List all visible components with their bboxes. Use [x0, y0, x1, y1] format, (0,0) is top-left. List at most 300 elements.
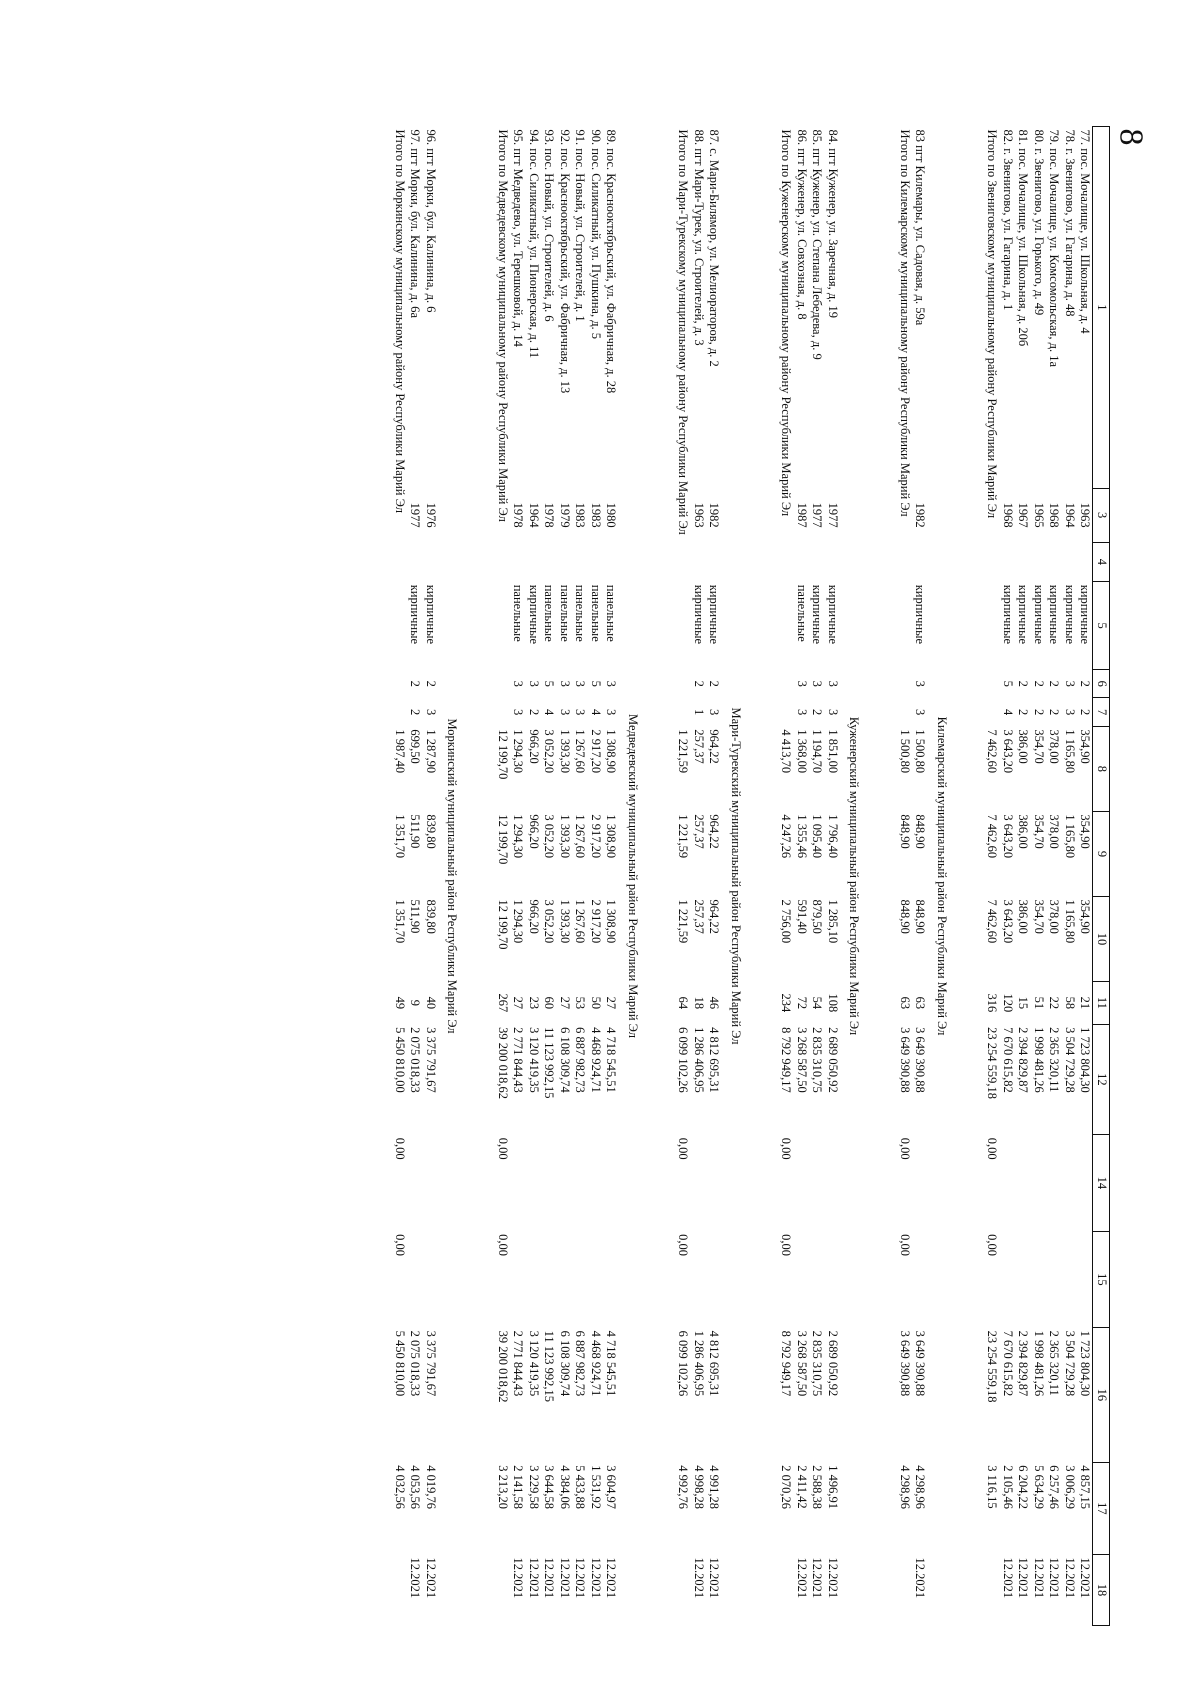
cell-c11: 40	[424, 996, 438, 1010]
spacer-cell	[749, 127, 775, 1626]
cell-c6: 2	[1078, 680, 1093, 687]
cell-c16: 2 689 050,92	[826, 1330, 840, 1397]
cell-c8: 3 052,20	[542, 729, 557, 774]
cell-c4	[809, 542, 825, 582]
cell-c15	[588, 1231, 604, 1327]
total-c12: 5 450 810,00	[393, 1027, 407, 1093]
cell-c6: 3	[604, 680, 619, 687]
spacer-row	[868, 127, 894, 1626]
cell-c18: 12.2021	[826, 1557, 840, 1599]
cell-c8: 1 500,80	[913, 729, 928, 774]
cell-c8: 2 917,20	[589, 729, 603, 774]
row-number-address-cell	[825, 127, 841, 489]
cell-mat: кирпичные	[692, 584, 706, 645]
total-c9: 12 199,70	[496, 814, 510, 865]
total-c12: 23 254 559,18	[985, 1027, 1000, 1099]
table-row	[809, 127, 825, 1626]
total-c8: 4 413,70	[779, 729, 794, 774]
cell-c11: 15	[1016, 996, 1031, 1010]
cell-c16: 6 108 309,74	[558, 1330, 572, 1397]
cell-c15	[526, 1231, 542, 1327]
cell-c18: 12.2021	[408, 1557, 423, 1599]
total-c17: 3 213,20	[496, 1465, 510, 1510]
total-c12: 8 792 949,17	[779, 1027, 794, 1093]
column-header-18: 18	[1093, 1554, 1110, 1625]
row-number: 89.	[604, 129, 619, 146]
cell-c10: 1 393,30	[558, 899, 572, 944]
cell-c14	[1000, 1135, 1016, 1231]
district-total-row	[672, 127, 691, 1626]
district-heading-row	[928, 127, 956, 1626]
cell-c16: 3 375 791,67	[424, 1330, 438, 1397]
cell-c11: 58	[1063, 996, 1077, 1010]
cell-c8: 1 368,00	[795, 729, 809, 774]
cell-c8: 3 643,20	[1001, 729, 1015, 774]
row-number-address-cell	[423, 127, 439, 489]
row-address: пос. Новый, ул. Строителей, д. 6	[542, 148, 557, 322]
row-number: 91.	[573, 129, 588, 146]
cell-c6: 3	[810, 680, 825, 687]
cell-c12: 2 835 310,75	[810, 1027, 825, 1093]
district-heading: Моркинский муниципальный район Республики Марий Эл	[445, 718, 460, 1034]
row-number-address-cell	[1077, 127, 1093, 489]
registry-table-sheet	[175, 126, 1110, 1626]
cell-c14	[706, 1135, 722, 1231]
cell-mat: панельные	[558, 584, 572, 642]
cell-c11: 53	[573, 996, 588, 1010]
column-header-16: 16	[1093, 1328, 1110, 1463]
total-c11: 234	[779, 993, 794, 1013]
cell-c9: 839,80	[424, 814, 438, 849]
cell-c18: 12.2021	[1001, 1557, 1015, 1599]
cell-year: 1977	[408, 502, 423, 528]
total-c9: 1 351,70	[393, 814, 407, 859]
table-row	[706, 127, 722, 1626]
total-c10: 1 221,59	[676, 899, 691, 944]
district-heading: Мари-Турекский муниципальный район Республики Марий Эл	[729, 707, 743, 1045]
total-c11: 49	[393, 996, 407, 1010]
cell-c17: 1 496,91	[826, 1465, 840, 1510]
cell-c17: 2 141,58	[511, 1465, 526, 1510]
cell-c15	[541, 1231, 557, 1327]
row-number: 82.	[1001, 129, 1015, 146]
row-number-address-cell	[541, 127, 557, 489]
cell-c8: 964,22	[707, 729, 722, 764]
cell-c6: 3	[795, 680, 809, 687]
total-c14: 0,00	[985, 1137, 1000, 1160]
cell-c4	[1046, 542, 1062, 582]
table-row	[407, 127, 423, 1626]
column-header-5: 5	[1093, 582, 1110, 670]
row-number-address-cell	[588, 127, 604, 489]
cell-c4	[603, 542, 619, 582]
cell-c16: 2 835 310,75	[810, 1330, 825, 1397]
total-c14: 0,00	[496, 1137, 510, 1160]
cell-c7: 2	[527, 709, 541, 716]
table-row	[1062, 127, 1078, 1626]
cell-c16: 2 771 844,43	[511, 1330, 526, 1397]
cell-c6: 2	[1016, 680, 1031, 687]
district-total-row	[389, 127, 408, 1626]
spacer-cell	[646, 127, 672, 1626]
cell-c9: 257,37	[692, 814, 706, 849]
cell-year: 1978	[511, 502, 526, 528]
row-number: 77.	[1078, 129, 1093, 146]
table-row	[912, 127, 928, 1626]
cell-year: 1983	[589, 502, 603, 528]
total-c8: 1 221,59	[676, 729, 691, 774]
table-row	[526, 127, 542, 1626]
cell-c10: 879,50	[810, 899, 825, 934]
cell-c12: 1 723 804,30	[1078, 1027, 1093, 1093]
cell-mat: кирпичные	[1016, 584, 1031, 645]
cell-c12: 4 812 695,31	[707, 1027, 722, 1093]
cell-c12: 11 123 992,15	[542, 1027, 557, 1099]
total-label: Итого по Куженерскому муниципальному району Республики Марий Эл	[779, 129, 794, 517]
column-header-15: 15	[1093, 1231, 1110, 1327]
total-c9: 7 462,60	[985, 814, 1000, 859]
cell-c4	[1062, 542, 1078, 582]
cell-c9: 1 267,60	[573, 814, 588, 859]
table-row	[825, 127, 841, 1626]
cell-c10: 1 294,30	[511, 899, 526, 944]
total-c9: 848,90	[898, 814, 912, 849]
cell-c18: 12.2021	[1016, 1557, 1031, 1599]
cell-c17: 2 588,38	[810, 1465, 825, 1510]
cell-c11: 9	[408, 999, 423, 1006]
cell-c4	[1015, 542, 1031, 582]
cell-c9: 378,00	[1047, 814, 1062, 849]
cell-c4	[825, 542, 841, 582]
cell-c12: 2 394 829,87	[1016, 1027, 1031, 1093]
cell-c16: 7 670 615,82	[1001, 1330, 1015, 1397]
cell-year: 1983	[573, 502, 588, 528]
cell-c4	[1031, 542, 1047, 582]
cell-c15	[1062, 1231, 1078, 1327]
cell-c17: 4 298,96	[913, 1465, 928, 1510]
row-number: 79.	[1047, 129, 1062, 146]
cell-c18: 12.2021	[810, 1557, 825, 1599]
total-c14: 0,00	[393, 1137, 407, 1160]
total-c15: 0,00	[985, 1234, 1000, 1257]
row-number: 84.	[826, 129, 840, 146]
cell-c4	[1077, 542, 1093, 582]
total-c15: 0,00	[496, 1234, 510, 1257]
cell-c11: 54	[810, 996, 825, 1010]
column-header-11: 11	[1093, 982, 1110, 1025]
row-number: 92.	[558, 129, 572, 146]
cell-c6: 2	[692, 680, 706, 687]
row-address: пос. Краснооктябрьский, ул. Фабричная, д. 13	[558, 148, 572, 394]
cell-c8: 378,00	[1047, 729, 1062, 764]
page-number: 8	[1112, 128, 1150, 146]
cell-c8: 1 287,90	[424, 729, 438, 774]
cell-c15	[825, 1231, 841, 1327]
cell-c11: 21	[1078, 996, 1093, 1010]
cell-c18: 12.2021	[795, 1557, 809, 1599]
total-empty	[389, 1554, 408, 1625]
row-number-address-cell	[691, 127, 707, 489]
cell-c16: 6 887 982,73	[573, 1330, 588, 1397]
cell-c16: 1 286 406,95	[692, 1330, 706, 1397]
row-number-address-cell	[510, 127, 526, 489]
cell-c15	[603, 1231, 619, 1327]
total-c15: 0,00	[393, 1234, 407, 1257]
cell-mat: кирпичные	[527, 584, 541, 645]
spacer-row	[749, 127, 775, 1626]
total-c11: 267	[496, 993, 510, 1013]
column-header-6: 6	[1093, 670, 1110, 698]
total-label: Итого по Звениговскому муниципальному району Республики Марий Эл	[985, 129, 1000, 519]
cell-mat: панельные	[604, 584, 619, 642]
total-empty	[492, 1554, 511, 1625]
row-number: 85.	[810, 129, 825, 146]
cell-c15	[1077, 1231, 1093, 1327]
cell-c10: 964,22	[707, 899, 722, 934]
cell-c14	[557, 1135, 573, 1231]
cell-c12: 1 998 481,26	[1032, 1027, 1046, 1093]
cell-c9: 1 355,46	[795, 814, 809, 859]
cell-year: 1968	[1047, 502, 1062, 528]
row-address: пгт Морки, бул. Калинина, д. 6	[424, 148, 438, 313]
cell-c6: 5	[542, 680, 557, 687]
cell-c15	[706, 1231, 722, 1327]
cell-year: 1963	[692, 502, 706, 528]
district-total-row	[775, 127, 794, 1626]
cell-mat: кирпичные	[1001, 584, 1015, 645]
cell-c12: 4 718 545,51	[604, 1027, 619, 1093]
total-label: Итого по Мари-Турекскому муниципальному району Республики Марий Эл	[676, 129, 691, 535]
cell-c14	[572, 1135, 588, 1231]
cell-c8: 257,37	[692, 729, 706, 764]
cell-c8: 699,50	[408, 729, 423, 764]
total-c15: 0,00	[779, 1234, 794, 1257]
total-c11: 64	[676, 996, 691, 1010]
cell-c7: 3	[424, 709, 438, 716]
cell-c9: 386,00	[1016, 814, 1031, 849]
table-row	[1031, 127, 1047, 1626]
cell-c18: 12.2021	[589, 1557, 603, 1599]
district-heading-row	[722, 127, 750, 1626]
cell-c7: 3	[913, 709, 928, 716]
cell-c8: 1 267,60	[573, 729, 588, 774]
cell-year: 1978	[542, 502, 557, 528]
cell-mat: кирпичные	[1078, 584, 1093, 645]
cell-mat: кирпичные	[707, 584, 722, 645]
cell-c6: 3	[527, 680, 541, 687]
cell-mat: панельные	[542, 584, 557, 642]
total-c17: 4 032,56	[393, 1465, 407, 1510]
cell-c16: 2 075 018,33	[408, 1330, 423, 1397]
column-header-4: 4	[1093, 542, 1110, 582]
cell-year: 1964	[1063, 502, 1077, 528]
row-address: пгт Морки, бул. Калинина, д. 6а	[408, 148, 423, 319]
cell-c9: 3 052,20	[542, 814, 557, 859]
row-address: пос. Мочалище, ул. Школьная, д. 4	[1078, 148, 1093, 334]
cell-c4	[510, 542, 526, 582]
cell-mat: панельные	[511, 584, 526, 642]
cell-c11: 18	[692, 996, 706, 1010]
cell-c14	[794, 1135, 810, 1231]
row-address: пос. Силикатный, ул. Пушкина, д. 5	[589, 148, 603, 340]
total-c16: 39 200 018,62	[496, 1330, 510, 1403]
cell-c18: 12.2021	[604, 1557, 619, 1599]
cell-c14	[407, 1135, 423, 1231]
cell-c18: 12.2021	[1063, 1557, 1077, 1599]
cell-c17: 2 105,46	[1001, 1465, 1015, 1510]
total-empty	[981, 1554, 1000, 1625]
row-address: пгт Мари-Турек, ул. Строителей, д. 3	[692, 148, 706, 346]
cell-c4	[706, 542, 722, 582]
cell-c8: 1 294,30	[511, 729, 526, 774]
cell-mat: панельные	[573, 584, 588, 642]
cell-c14	[588, 1135, 604, 1231]
table-row	[1015, 127, 1031, 1626]
cell-c18: 12.2021	[1032, 1557, 1046, 1599]
cell-c17: 6 257,46	[1047, 1465, 1062, 1510]
row-address: пгт Куженер, ул. Заречная, д. 19	[826, 148, 840, 319]
cell-c12: 2 771 844,43	[511, 1027, 526, 1093]
cell-c8: 354,90	[1078, 729, 1093, 764]
cell-c12: 2 689 050,92	[826, 1027, 840, 1093]
cell-c17: 3 644,58	[542, 1465, 557, 1510]
row-number-address-cell	[603, 127, 619, 489]
row-number-address-cell	[557, 127, 573, 489]
row-number: 83	[913, 129, 928, 142]
total-c11: 316	[985, 993, 1000, 1013]
cell-c6: 5	[589, 680, 603, 687]
district-total-row	[492, 127, 511, 1626]
cell-c11: 108	[826, 993, 840, 1013]
cell-c11: 23	[527, 996, 541, 1010]
cell-c6: 2	[408, 680, 423, 687]
cell-c12: 7 670 615,82	[1001, 1027, 1015, 1093]
total-c10: 12 199,70	[496, 899, 510, 950]
total-c10: 7 462,60	[985, 899, 1000, 944]
column-header-17: 17	[1093, 1462, 1110, 1554]
cell-c12: 1 286 406,95	[692, 1027, 706, 1093]
cell-c17: 4 991,28	[707, 1465, 722, 1510]
total-c8: 1 987,40	[393, 729, 407, 774]
cell-year: 1982	[707, 502, 722, 528]
cell-year: 1963	[1078, 502, 1093, 528]
cell-c7: 2	[408, 709, 423, 716]
cell-c9: 1 294,30	[511, 814, 526, 859]
total-c11: 63	[898, 996, 912, 1010]
cell-c4	[588, 542, 604, 582]
cell-c7: 4	[589, 709, 603, 716]
cell-c4	[541, 542, 557, 582]
cell-c7: 2	[810, 709, 825, 716]
spacer-cell	[868, 127, 894, 1626]
row-number-address-cell	[526, 127, 542, 489]
cell-c9: 966,20	[527, 814, 541, 849]
cell-c6: 2	[1032, 680, 1046, 687]
cell-c15	[1015, 1231, 1031, 1327]
cell-mat: кирпичные	[913, 584, 928, 645]
total-c10: 1 351,70	[393, 899, 407, 944]
cell-c12: 2 365 320,11	[1047, 1027, 1062, 1093]
cell-c6: 3	[826, 680, 840, 687]
cell-c8: 966,20	[527, 729, 541, 764]
cell-c11: 51	[1032, 996, 1046, 1010]
row-number: 93.	[542, 129, 557, 146]
cell-c17: 3 604,97	[604, 1465, 619, 1510]
cell-c8: 1 165,80	[1063, 729, 1077, 774]
cell-c10: 511,90	[408, 899, 423, 934]
column-header-14: 14	[1093, 1135, 1110, 1231]
district-heading-row	[840, 127, 868, 1626]
total-c12: 6 099 102,26	[676, 1027, 691, 1093]
total-label: Итого по Килемарскому муниципальному району Республики Марий Эл	[898, 129, 912, 517]
cell-year: 1987	[795, 502, 809, 528]
cell-year: 1968	[1001, 502, 1015, 528]
cell-c4	[526, 542, 542, 582]
cell-c7: 4	[1001, 709, 1015, 716]
cell-c15	[510, 1231, 526, 1327]
cell-c18: 12.2021	[558, 1557, 572, 1599]
row-number-address-cell	[1031, 127, 1047, 489]
cell-year: 1977	[810, 502, 825, 528]
cell-c4	[557, 542, 573, 582]
cell-c16: 2 365 320,11	[1047, 1330, 1062, 1396]
table-row	[1000, 127, 1016, 1626]
cell-c18: 12.2021	[1047, 1557, 1062, 1599]
cell-c11: 27	[558, 996, 572, 1010]
cell-c14	[1015, 1135, 1031, 1231]
row-number: 95.	[511, 129, 526, 146]
cell-c4	[1000, 542, 1016, 582]
cell-c4	[794, 542, 810, 582]
cell-c11: 46	[707, 996, 722, 1010]
row-number-address-cell	[912, 127, 928, 489]
cell-c9: 1 095,40	[810, 814, 825, 859]
district-heading: Килемарский муниципальный район Республики Марий Эл	[935, 716, 949, 1036]
cell-mat: панельные	[589, 584, 603, 642]
cell-c6: 2	[707, 680, 722, 687]
cell-c12: 6 108 309,74	[558, 1027, 572, 1093]
cell-mat: кирпичные	[424, 584, 438, 645]
total-empty	[672, 1554, 691, 1625]
cell-c8: 354,70	[1032, 729, 1046, 764]
cell-c4	[912, 542, 928, 582]
cell-c10: 3 643,20	[1001, 899, 1015, 944]
cell-c8: 1 393,30	[558, 729, 572, 774]
row-number-address-cell	[794, 127, 810, 489]
row-address: пос. Силикатный, ул. Пионерская, д. 11	[527, 148, 541, 359]
cell-c16: 4 718 545,51	[604, 1330, 619, 1397]
cell-c8: 1 194,70	[810, 729, 825, 774]
cell-c10: 378,00	[1047, 899, 1062, 934]
cell-year: 1982	[913, 502, 928, 528]
district-heading-row	[438, 127, 466, 1626]
cell-c17: 2 411,42	[795, 1465, 809, 1509]
total-c15: 0,00	[898, 1234, 912, 1257]
cell-c15	[557, 1231, 573, 1327]
table-row	[423, 127, 439, 1626]
row-number-address-cell	[572, 127, 588, 489]
district-heading-row	[619, 127, 647, 1626]
total-c17: 4 298,96	[898, 1465, 912, 1510]
cell-c15	[423, 1231, 439, 1327]
cell-c7: 2	[1016, 709, 1031, 716]
row-address: пос. Мочалище, ул. Комсомольская, д. 1а	[1047, 148, 1062, 368]
cell-c11: 50	[589, 996, 603, 1010]
row-number-address-cell	[407, 127, 423, 489]
cell-c6: 2	[1047, 680, 1062, 687]
cell-c7: 3	[826, 709, 840, 716]
cell-c16: 1 998 481,26	[1032, 1330, 1046, 1397]
